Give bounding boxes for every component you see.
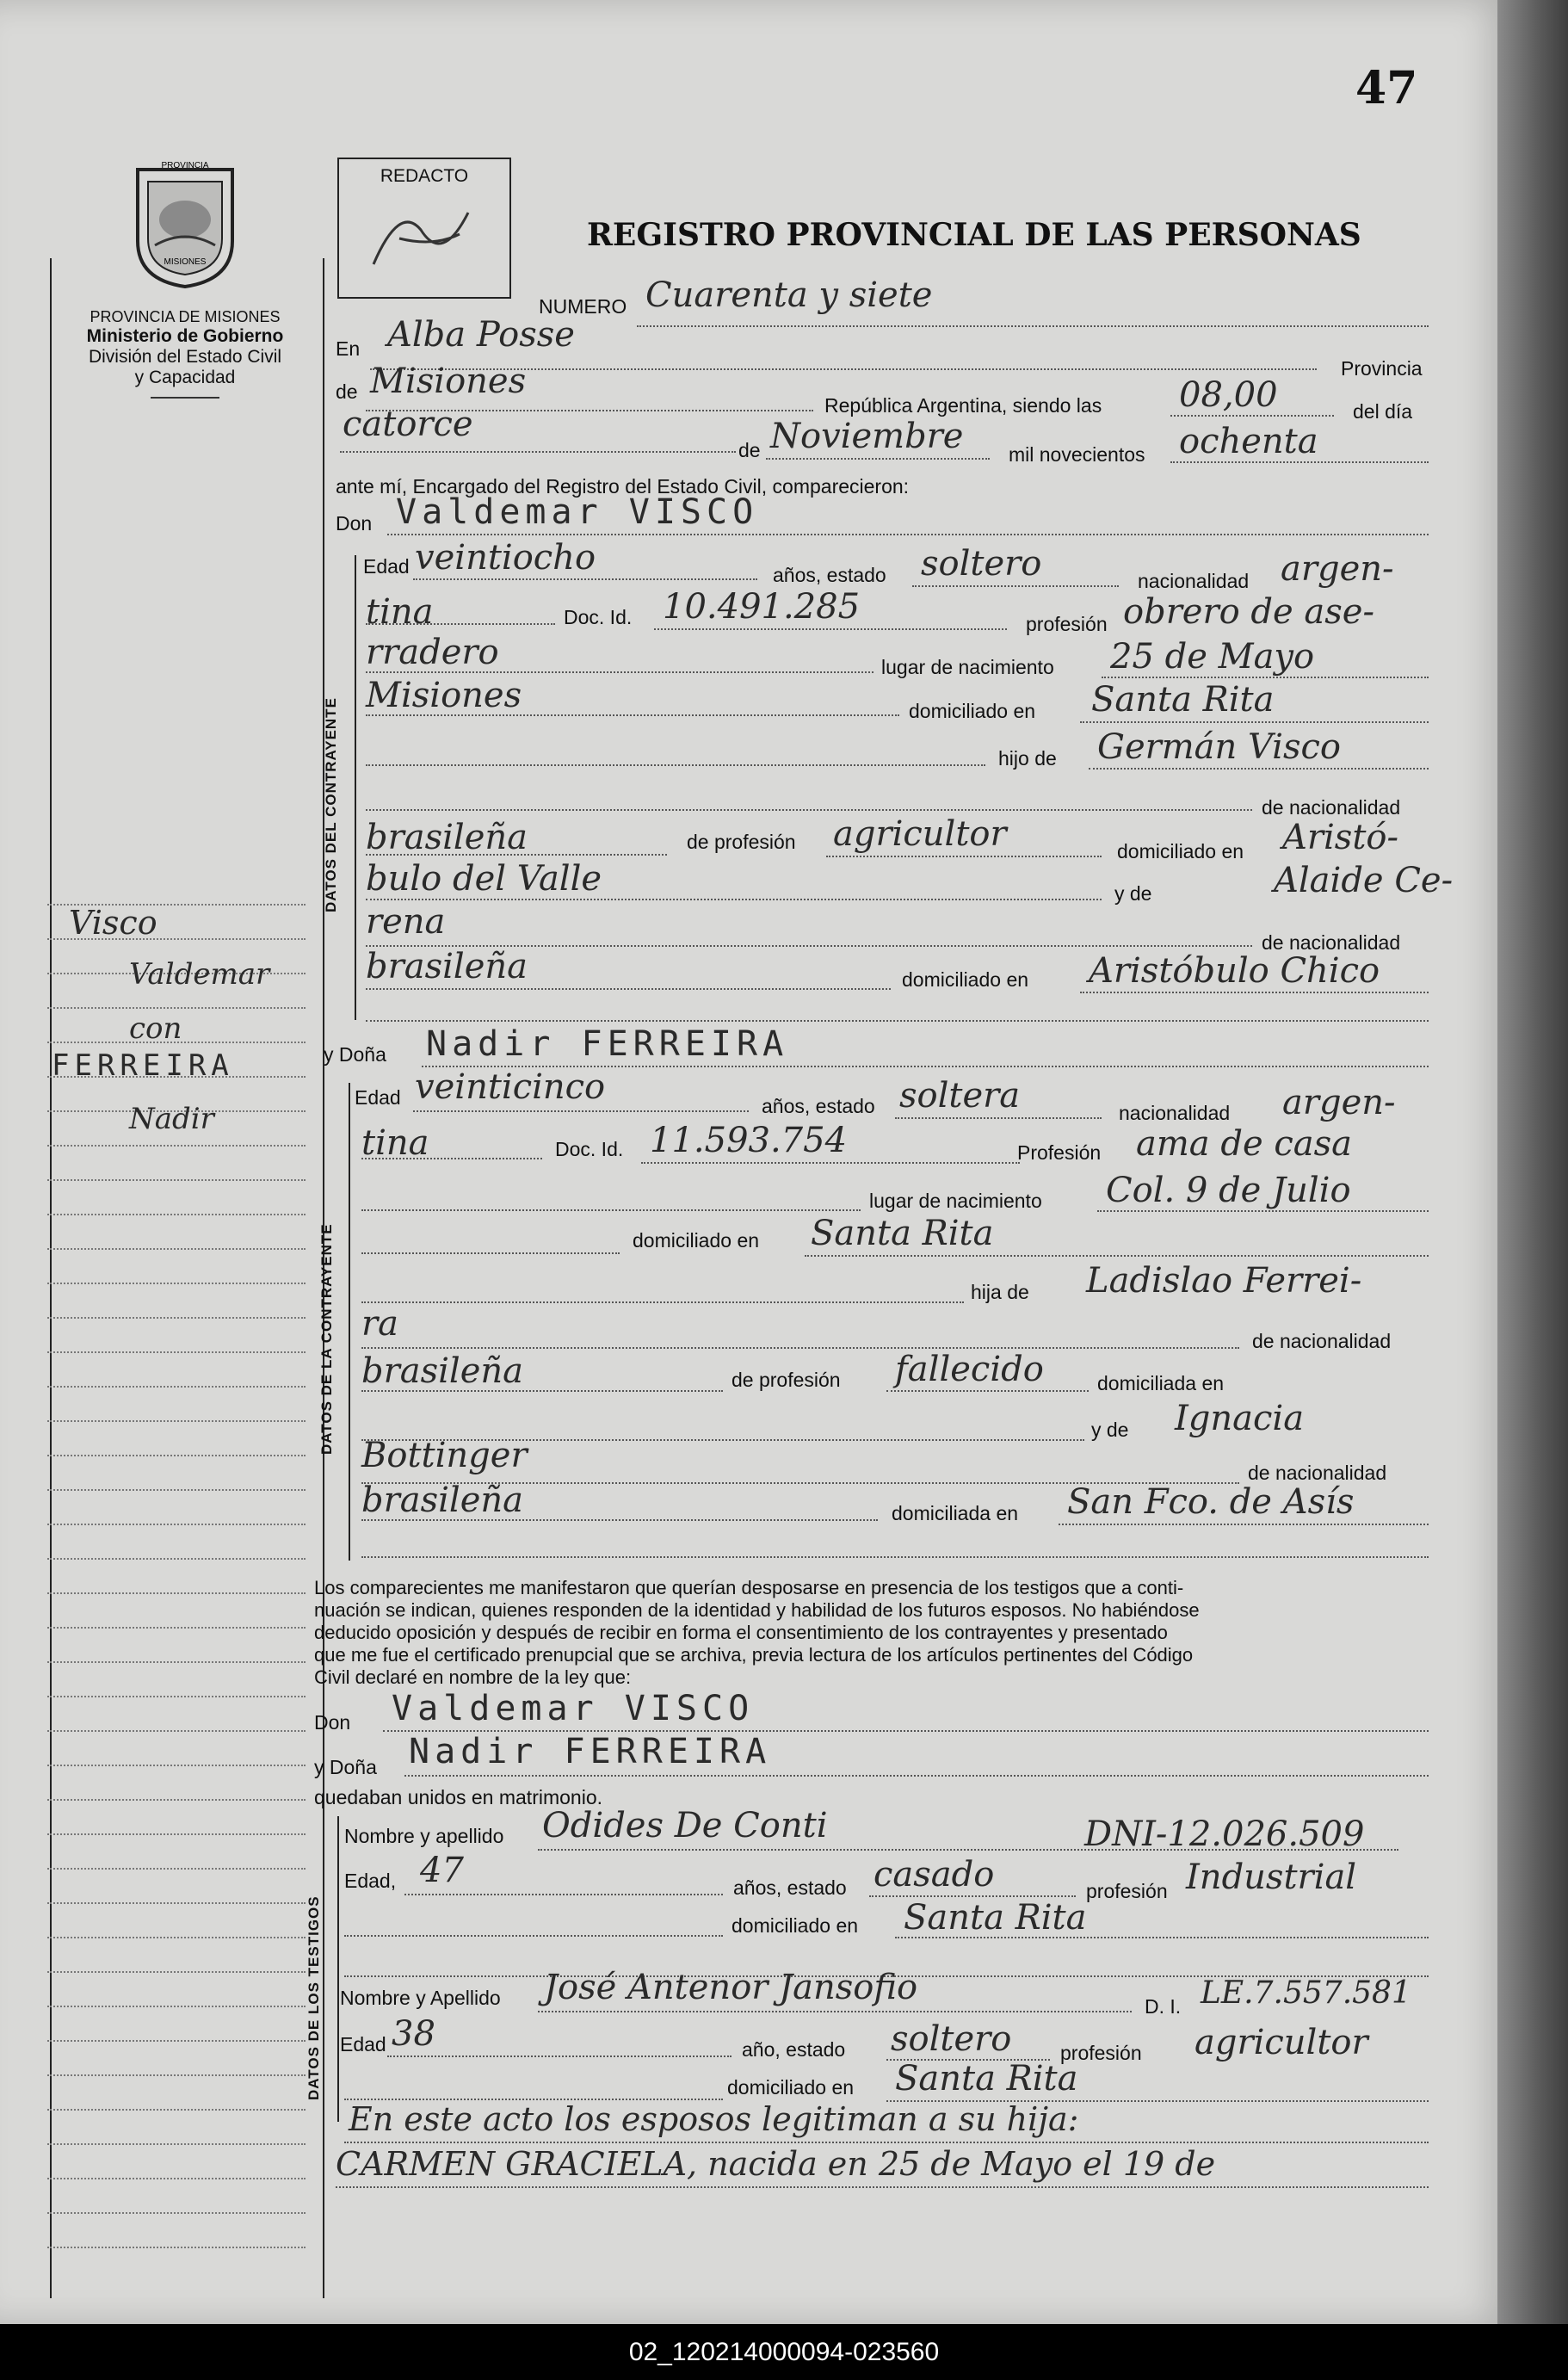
redacto-box — [337, 158, 511, 299]
dia-value: catorce — [343, 405, 473, 444]
c-padre-nac-value: brasileña — [366, 818, 528, 857]
t1-edad-value: 47 — [420, 1851, 464, 1890]
c-madre-nac-value: brasileña — [366, 947, 528, 986]
org-province: PROVINCIA DE MISIONES — [90, 308, 281, 325]
left-margin-rule — [50, 258, 52, 2298]
c-doc-label: Doc. Id. — [564, 606, 633, 628]
footer-note-line-1: En este acto los esposos legitiman a su hija: — [349, 2100, 1079, 2138]
c-nac-label: nacionalidad — [1138, 570, 1250, 592]
c-doc-value: 10.491.285 — [663, 587, 861, 627]
org-ministry: Ministerio de Gobierno — [86, 326, 284, 346]
t1-nombre-value: Odides De Conti — [542, 1806, 828, 1845]
c-nac-value-2: tina — [366, 592, 434, 632]
footer-note-line-2: CARMEN GRACIELA, nacida en 25 de Mayo el 19 de — [336, 2145, 1216, 2183]
decl-don-label: Don — [314, 1711, 351, 1734]
declaration-line-3: deducido oposición y después de recibir en forma el consentimiento de los contrayentes y presentado — [314, 1622, 1168, 1643]
t1-prof-value: Industrial — [1186, 1858, 1357, 1897]
book-binding — [1497, 0, 1568, 2324]
declaration-line-4: que me fue el certificado prenupcial que se archiva, previa lectura de los artículos pertinentes del Código — [314, 1644, 1194, 1666]
hora-value: 08,00 — [1179, 375, 1278, 415]
t2-doc-label: D. I. — [1145, 1995, 1182, 2018]
c-lugar-value-2: Misiones — [366, 676, 522, 715]
f-nac-value-2: tina — [361, 1123, 429, 1163]
groom-name: Valdemar VISCO — [396, 492, 759, 532]
numero-value: Cuarenta y siete — [645, 275, 933, 315]
f-hija-label: hija de — [971, 1281, 1029, 1303]
f-lugar-value: Col. 9 de Julio — [1106, 1171, 1351, 1210]
t1-anos-label: años, estado — [733, 1876, 847, 1899]
t1-edad-label: Edad, — [344, 1870, 397, 1892]
f-padre-value-1: Ladislao Ferrei- — [1086, 1261, 1362, 1301]
margin-note-name: Valdemar — [129, 957, 270, 992]
don-label: Don — [336, 512, 373, 535]
testigos-bracket — [337, 1816, 339, 2122]
c-nac-value-1: argen- — [1281, 549, 1394, 589]
t1-dom-value: Santa Rita — [904, 1898, 1087, 1938]
f-de-prof-label: de profesión — [732, 1369, 841, 1391]
c-padre-dom-label: domiciliado en — [1117, 840, 1244, 862]
margin-note-surname: Visco — [69, 904, 157, 942]
f-anos-label: años, estado — [762, 1095, 875, 1117]
redacto-initials — [339, 187, 508, 281]
f-doc-value: 11.593.754 — [650, 1121, 848, 1160]
c-prof-value-1: obrero de ase- — [1123, 592, 1374, 632]
c-madre-value-1: Alaide Ce- — [1274, 861, 1454, 900]
en-value: Alba Posse — [387, 315, 575, 355]
contrayente-f-side-label: DATOS DE LA CONTRAYENTE — [318, 1223, 335, 1455]
f-lugar-label: lugar de nacimiento — [869, 1190, 1042, 1212]
c-domic-value: Santa Rita — [1091, 680, 1275, 720]
f-prof-label: Profesión — [1017, 1141, 1102, 1164]
declaration-line-1: Los comparecientes me manifestaron que querían desposarse en presencia de los testigos que a conti- — [314, 1577, 1184, 1598]
c-domic-label: domiciliado en — [909, 700, 1036, 722]
t2-prof-label: profesión — [1060, 2042, 1142, 2064]
c-lugar-label: lugar de nacimiento — [881, 656, 1054, 678]
provincial-seal — [129, 159, 241, 288]
testigos-side-label: DATOS DE LOS TESTIGOS — [306, 1895, 322, 2100]
declaration-paragraph — [314, 1577, 1433, 1689]
t2-nombre-label: Nombre y Apellido — [340, 1987, 501, 2009]
c-padre-dom-value-2: bulo del Valle — [366, 859, 602, 899]
f-de-nac-label: de nacionalidad — [1252, 1330, 1392, 1352]
mil-label: mil novecientos — [1009, 443, 1145, 466]
f-nac-value-1: argen- — [1282, 1083, 1396, 1122]
f-de-nac2-label: de nacionalidad — [1248, 1462, 1387, 1484]
f-edad-value: veinticinco — [415, 1067, 606, 1107]
t2-prof-value: agricultor — [1195, 2023, 1368, 2062]
c-edad-label: Edad — [363, 555, 410, 578]
t2-anos-label: año, estado — [742, 2038, 846, 2061]
page-title: REGISTRO PROVINCIAL DE LAS PERSONAS — [587, 217, 1361, 253]
f-padre-nac-value: brasileña — [361, 1351, 523, 1391]
c-de-nac2-label: de nacionalidad — [1262, 931, 1401, 954]
c-hijo-label: hijo de — [998, 747, 1057, 770]
f-madre-dom-label: domiciliada en — [892, 1502, 1019, 1524]
image-caption: 02_120214000094-023560 — [0, 2324, 1568, 2380]
f-madre-value-1: Ignacia — [1175, 1399, 1305, 1438]
org-block — [52, 308, 318, 399]
margin-note-con: con — [129, 1011, 182, 1046]
seal-top-text: PROVINCIA — [161, 161, 209, 170]
f-domic-label: domiciliado en — [633, 1229, 760, 1252]
c-madre-value-2: rena — [366, 902, 446, 942]
c-prof-label: profesión — [1026, 613, 1108, 635]
contrayente-bracket — [355, 555, 356, 1020]
c-edad-value: veintiocho — [415, 538, 596, 578]
mes-value: Noviembre — [770, 417, 964, 456]
t1-prof-label: profesión — [1086, 1880, 1168, 1902]
c-estado-value: soltero — [921, 544, 1042, 584]
f-y-de-label: y de — [1091, 1419, 1129, 1441]
decl-bride-name: Nadir FERREIRA — [409, 1732, 772, 1771]
f-prof-value: ama de casa — [1136, 1124, 1352, 1164]
f-estado-value: soltera — [899, 1076, 1021, 1116]
f-madre-nac-value: brasileña — [361, 1481, 523, 1520]
ante-mi-label: ante mí, Encargado del Registro del Estado Civil, comparecieron: — [336, 475, 910, 498]
t2-dom-value: Santa Rita — [895, 2059, 1078, 2099]
decl-closing: quedaban unidos en matrimonio. — [314, 1786, 603, 1808]
f-padre-value-2: ra — [361, 1304, 398, 1344]
declaration-line-5: Civil declaré en nombre de la ley que: — [314, 1666, 632, 1688]
c-padre-value: Germán Visco — [1097, 727, 1341, 767]
bride-name: Nadir FERREIRA — [426, 1024, 789, 1064]
f-madre-dom-value: San Fco. de Asís — [1067, 1482, 1355, 1522]
c-y-de-label: y de — [1114, 882, 1152, 905]
decl-dona-label: y Doña — [314, 1756, 377, 1778]
f-domic-value: Santa Rita — [811, 1214, 994, 1253]
page-number: 47 — [1355, 62, 1418, 114]
t2-edad-value: 38 — [392, 2014, 435, 2054]
republica-label: República Argentina, siendo las — [824, 394, 1102, 417]
numero-label: NUMERO — [539, 295, 627, 318]
f-madre-value-2: Bottinger — [361, 1436, 528, 1475]
c-padre-dom-value-1: Aristó- — [1282, 818, 1398, 857]
t1-doc-value: DNI-12.026.509 — [1084, 1814, 1365, 1854]
c-de-prof-label: de profesión — [687, 831, 796, 853]
del-dia-label: del día — [1353, 400, 1413, 423]
f-edad-label: Edad — [355, 1086, 401, 1109]
contrayente-side-label: DATOS DEL CONTRAYENTE — [323, 697, 339, 912]
c-prof-value-2: rradero — [366, 633, 499, 672]
t2-edad-label: Edad — [340, 2033, 386, 2055]
f-padre-prof-value: fallecido — [895, 1350, 1044, 1389]
c-padre-prof-value: agricultor — [833, 814, 1007, 854]
seal-bottom-text: MISIONES — [164, 257, 207, 267]
anio-value: ochenta — [1179, 422, 1318, 461]
t1-dom-label: domiciliado en — [732, 1914, 859, 1937]
dona-label: y Doña — [324, 1043, 386, 1066]
provincia-label: Provincia — [1341, 357, 1423, 380]
org-capacity: y Capacidad — [134, 368, 236, 387]
de-label: de — [336, 380, 358, 403]
t2-nombre-value: José Antenor Jansofio — [544, 1968, 918, 2007]
c-anos-label: años, estado — [773, 564, 886, 586]
t1-estado-value: casado — [874, 1855, 995, 1895]
t2-estado-value: soltero — [891, 2019, 1012, 2059]
c-madre-dom-value: Aristóbulo Chico — [1089, 951, 1380, 991]
org-division: División del Estado Civil — [88, 347, 282, 367]
margin-note-bride-name: Nadir — [129, 1102, 214, 1136]
declaration-line-2: nuación se indican, quienes responden de la identidad y habilidad de los futuros esposos. No habiéndose — [314, 1599, 1200, 1621]
t1-nombre-label: Nombre y apellido — [344, 1825, 504, 1847]
decl-groom-name: Valdemar VISCO — [392, 1689, 755, 1728]
en-label: En — [336, 337, 361, 360]
provincia-value: Misiones — [370, 362, 527, 401]
contrayente-f-bracket — [349, 1083, 350, 1561]
t2-doc-value: LE.7.557.581 — [1201, 1975, 1411, 2011]
c-madre-dom-label: domiciliado en — [902, 968, 1029, 991]
t2-dom-label: domiciliado en — [727, 2076, 855, 2099]
f-doc-label: Doc. Id. — [555, 1138, 624, 1160]
redacto-label: REDACTO — [380, 166, 469, 186]
c-lugar-value-1: 25 de Mayo — [1110, 637, 1315, 677]
f-nac-label: nacionalidad — [1119, 1102, 1231, 1124]
c-de-nac-label: de nacionalidad — [1262, 796, 1401, 819]
de2-label: de — [738, 439, 761, 461]
f-padre-dom-label: domiciliada en — [1097, 1372, 1225, 1394]
margin-note-bride-surname: FERREIRA — [52, 1048, 234, 1083]
